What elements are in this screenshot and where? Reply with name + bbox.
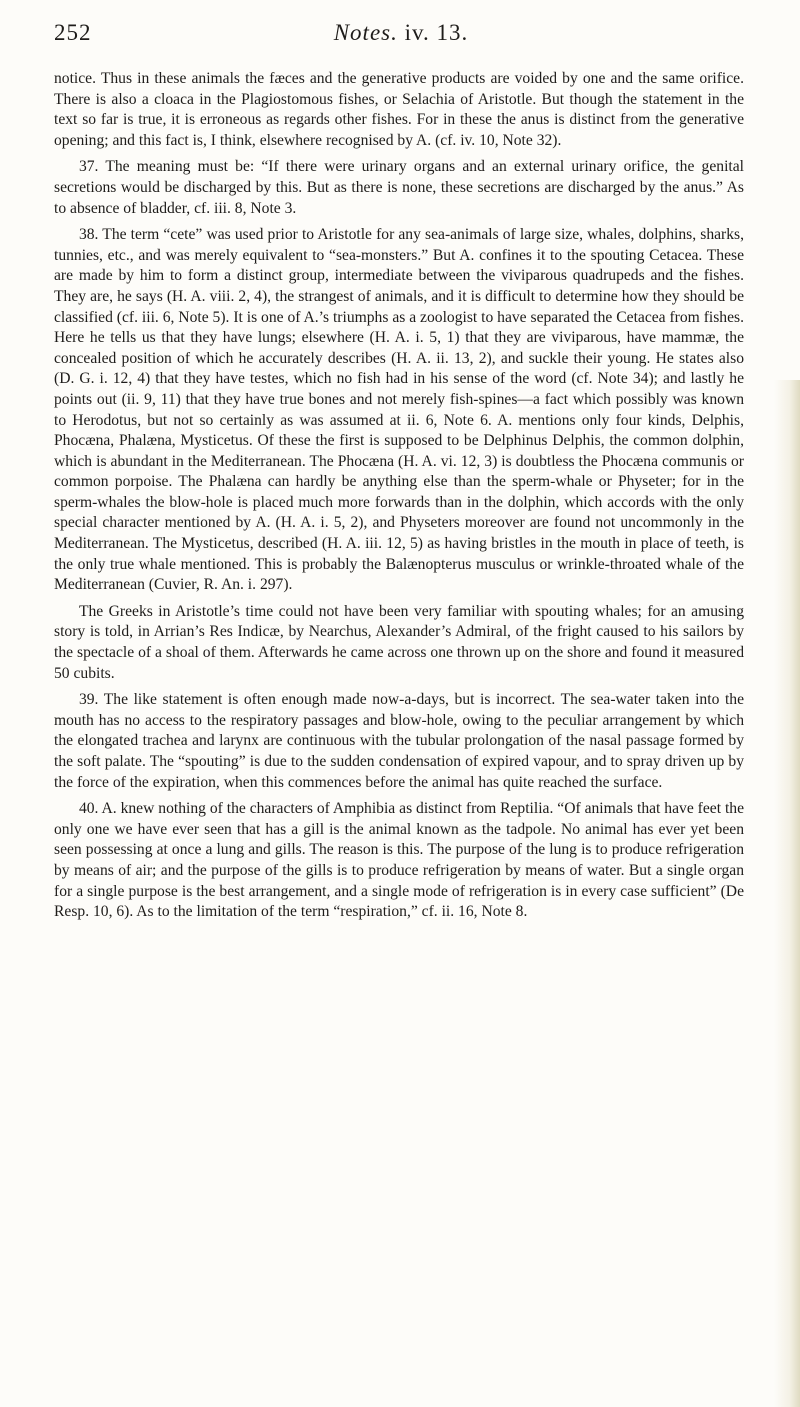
running-head-title: Notes. bbox=[333, 20, 398, 45]
note-37: 37. The meaning must be: “If there were urinary organs and an external urinary orifice, the genital secretions would be discharged by this. But as there is none, these secretions are discharged by the anus.” As to absence of bladder, cf. iii. 8, Note 3. bbox=[54, 158, 744, 217]
note-40: 40. A. knew nothing of the characters of Amphibia as distinct from Reptilia. “Of animals that have feet the only one we have ever seen that has a gill is the animal known as the tadpole. No animal has ever yet been seen possessing at once a lung and gills. The reason is this. The purpose of the lung is to produce refrigeration by means of air; and the purpose of the gills is to produce refrigeration by means of water. But a single organ for a single purpose is the best arrangement, and a single mode of refrigeration is in every case sufficient” (De Resp. 10, 6). As to the limitation of the term “respiration,” cf. ii. 16, Note 8. bbox=[54, 800, 744, 921]
page-header bbox=[54, 20, 748, 56]
page-number: 252 bbox=[54, 20, 92, 45]
running-head bbox=[54, 20, 748, 46]
paragraph-continued: notice. Thus in these animals the fæces and the generative products are voided by one and the same orifice. There is also a cloaca in the Plagiostomous fishes, or Selachia of Aristotle. But though the statement in the text so far is true, it is erroneous as regards other fishes. For in these the anus is distinct from the generative opening; and this fact is, I think, elsewhere recognised by A. (cf. iv. 10, Note 32). bbox=[54, 70, 744, 149]
page-edge-shadow bbox=[774, 380, 800, 1407]
note-39: 39. The like statement is often enough made now-a-days, but is incorrect. The sea-water taken into the mouth has no access to the respiratory passages and blow-hole, owing to the peculiar arrangement by which the elongated trachea and larynx are continuous with the tubular prolongation of the nasal passage formed by the soft palate. The “spouting” is due to the sudden condensation of expired vapour, and to spray driven up by the force of the expiration, when this commences before the animal has quite reached the surface. bbox=[54, 691, 744, 791]
running-head-reference: iv. 13. bbox=[397, 20, 469, 45]
body-text bbox=[54, 69, 744, 923]
note-38: 38. The term “cete” was used prior to Aristotle for any sea-animals of large size, whales, dolphins, sharks, tunnies, etc., and was merely equivalent to “sea-monsters.” But A. confines it to the spouting Cetacea. These are made by him to form a distinct group, intermediate between the viviparous quadrupeds and the fishes. They are, he says (H. A. viii. 2, 4), the strangest of animals, and it is difficult to determine how they should be classified (cf. iii. 6, Note 5). It is one of A.’s triumphs as a zoologist to have separated the Cetacea from fishes. Here he tells us that they have lungs; elsewhere (H. A. i. 5, 1) that they are viviparous, have mammæ, the concealed position of which he accurately describes (H. A. ii. 13, 2), and suckle their young. He states also (D. G. i. 12, 4) that they have testes, which no fish had in his sense of the word (cf. Note 34); and lastly he points out (ii. 9, 11) that they have true bones and not merely fish-spines—a fact which possibly was known to Herodotus, but not so certainly as was assumed at ii. 6, Note 6. A. mentions only four kinds, Delphis, Phocæna, Phalæna, Mysticetus. Of these the first is supposed to be Delphinus Delphis, the common dolphin, which is abundant in the Mediterranean. The Phocæna (H. A. vi. 12, 3) is doubtless the Phocæna communis or common porpoise. The Phalæna can hardly be anything else than the sperm-whale or Physeter; for in the sperm-whales the blow-hole is placed much more forwards than in the dolphin, which accords with the only special character mentioned by A. (H. A. i. 5, 2), and Physeters moreover are found not uncommonly in the Mediterranean. The Mysticetus, described (H. A. iii. 12, 5) as having bristles in the mouth in place of teeth, is the only true whale mentioned. This is probably the Balænopterus musculus or wrinkle-throated whale of the Mediterranean (Cuvier, R. An. i. 297). bbox=[54, 226, 744, 594]
note-38-continued: The Greeks in Aristotle’s time could not have been very familiar with spouting whales; for an amusing story is told, in Arrian’s Res Indicæ, by Nearchus, Alexander’s Admiral, of the fright caused to his sailors by the spectacle of a shoal of them. Afterwards he came across one thrown up on the shore and found it measured 50 cubits. bbox=[54, 602, 744, 682]
